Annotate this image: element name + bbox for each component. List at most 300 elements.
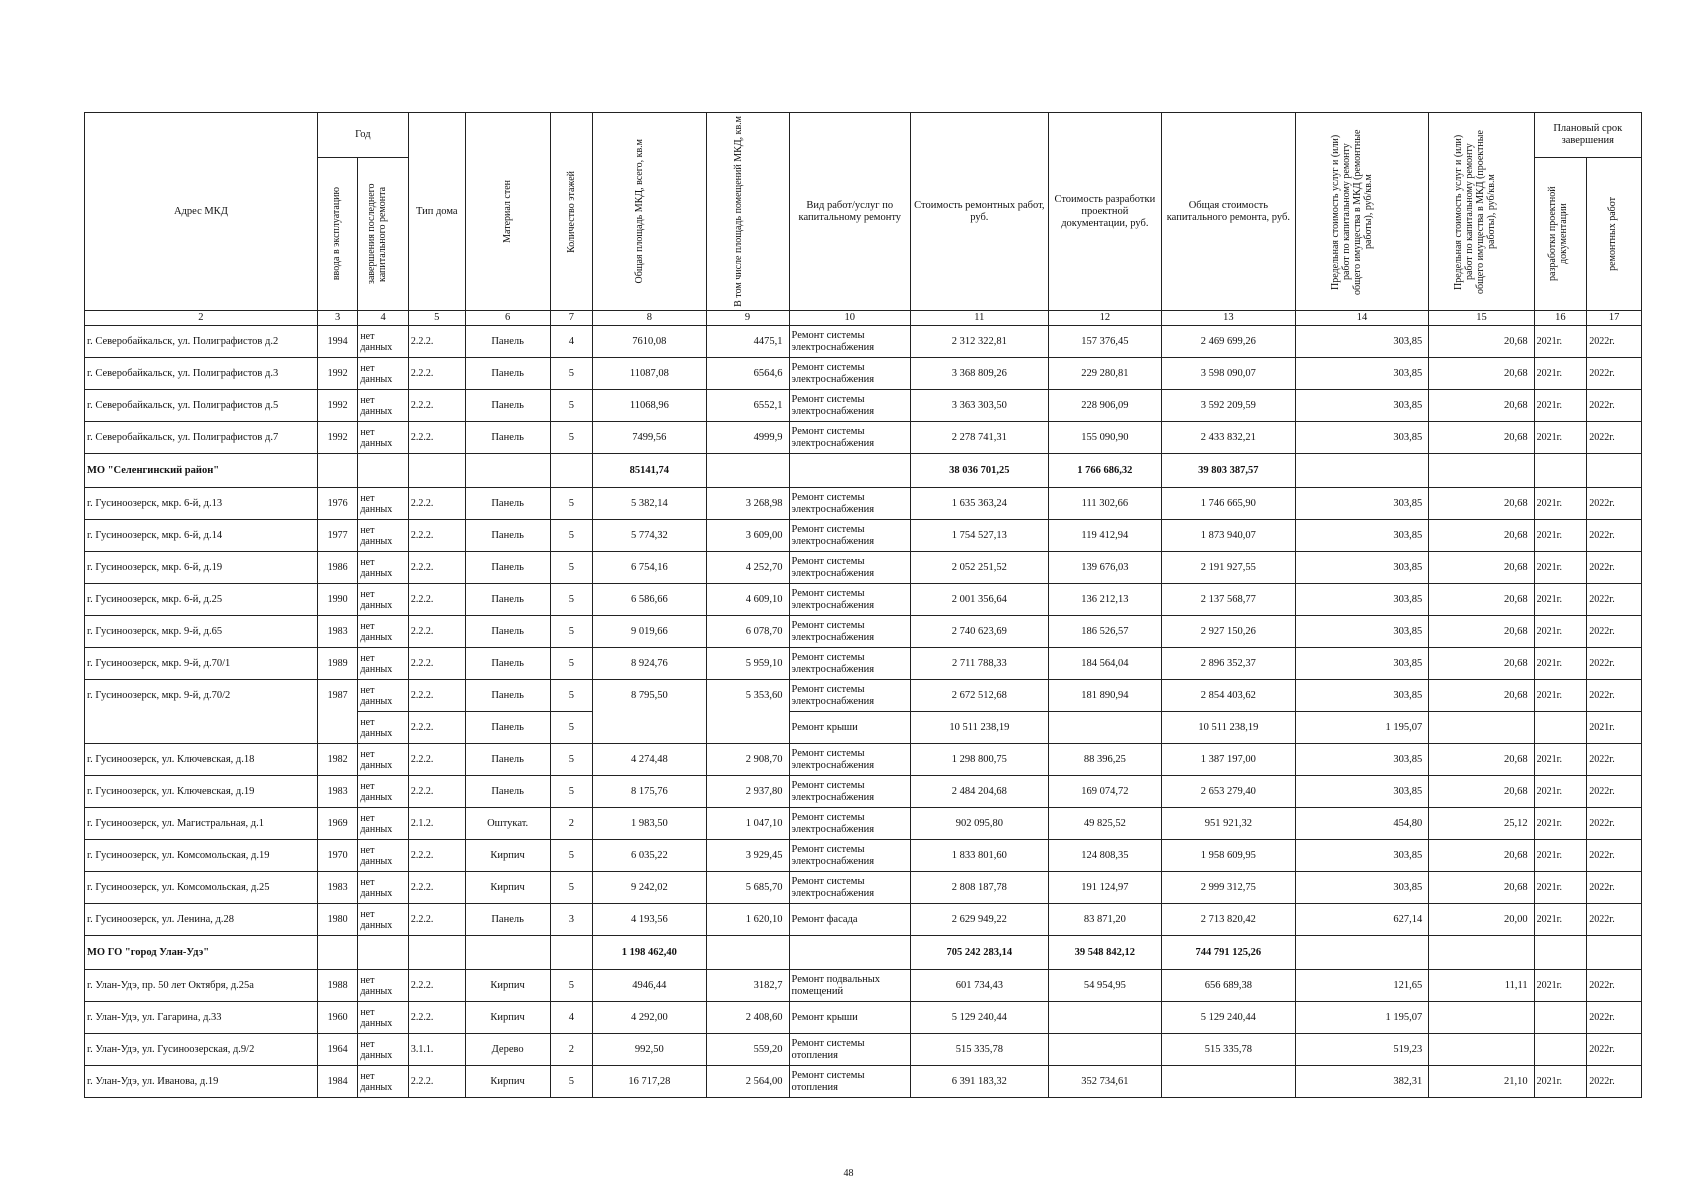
floors-cell: 5	[550, 520, 593, 552]
deadline-repair-cell: 2022г.	[1587, 422, 1642, 454]
work-type-cell: Ремонт системы электроснабжения	[789, 358, 910, 390]
total-area-cell: 6 586,66	[593, 584, 706, 616]
column-number: 4	[358, 311, 409, 326]
house-type-cell: 2.2.2.	[408, 904, 465, 936]
repair-cost-cell: 2 001 356,64	[911, 584, 1049, 616]
empty-cell	[465, 936, 550, 970]
year-last-repair-cell: нет данных	[358, 648, 409, 680]
limit-cost-repair-cell: 303,85	[1295, 680, 1429, 712]
deadline-design-cell: 2021г.	[1534, 776, 1587, 808]
limit-cost-repair-cell: 303,85	[1295, 552, 1429, 584]
wall-material-cell: Панель	[465, 584, 550, 616]
address-cell	[85, 712, 318, 744]
design-cost-cell: 139 676,03	[1048, 552, 1161, 584]
limit-cost-repair-cell: 303,85	[1295, 776, 1429, 808]
floors-cell: 5	[550, 584, 593, 616]
table-row	[85, 872, 1642, 904]
repair-cost-cell: 2 672 512,68	[911, 680, 1049, 712]
wall-material-cell: Кирпич	[465, 840, 550, 872]
wall-material-cell: Панель	[465, 680, 550, 712]
premises-area-cell: 5 959,10	[706, 648, 789, 680]
wall-material-cell: Панель	[465, 390, 550, 422]
repair-cost-cell: 2 278 741,31	[911, 422, 1049, 454]
table-row	[85, 1034, 1642, 1066]
deadline-design-cell: 2021г.	[1534, 680, 1587, 712]
limit-cost-design-cell: 20,68	[1429, 584, 1534, 616]
design-cost-cell: 157 376,45	[1048, 326, 1161, 358]
column-number: 14	[1295, 311, 1429, 326]
deadline-design-cell: 2021г.	[1534, 744, 1587, 776]
house-type-cell: 2.2.2.	[408, 552, 465, 584]
address-cell: г. Гусиноозерск, мкр. 6-й, д.14	[85, 520, 318, 552]
total-area-cell: 5 774,32	[593, 520, 706, 552]
table-row	[85, 680, 1642, 712]
repair-cost-cell: 2 808 187,78	[911, 872, 1049, 904]
year-commission-cell: 1976	[317, 488, 357, 520]
address-cell: г. Улан-Удэ, ул. Иванова, д.19	[85, 1066, 318, 1098]
limit-cost-design-cell: 20,68	[1429, 648, 1534, 680]
empty-cell	[706, 936, 789, 970]
deadline-repair-cell: 2022г.	[1587, 776, 1642, 808]
design-cost-cell: 155 090,90	[1048, 422, 1161, 454]
house-type-cell: 2.2.2.	[408, 358, 465, 390]
year-last-repair-cell: нет данных	[358, 1066, 409, 1098]
premises-area-cell: 1 620,10	[706, 904, 789, 936]
premises-area-cell: 4999,9	[706, 422, 789, 454]
premises-area-cell: 5 353,60	[706, 680, 789, 712]
total-area-cell: 8 795,50	[593, 680, 706, 712]
house-type-cell: 2.2.2.	[408, 584, 465, 616]
deadline-design-cell: 2021г.	[1534, 488, 1587, 520]
year-last-repair-cell: нет данных	[358, 584, 409, 616]
design-cost-cell: 229 280,81	[1048, 358, 1161, 390]
house-type-cell: 2.2.2.	[408, 1066, 465, 1098]
limit-cost-repair-cell: 303,85	[1295, 358, 1429, 390]
total-area-cell: 7499,56	[593, 422, 706, 454]
table-row	[85, 776, 1642, 808]
year-commission-cell: 1992	[317, 422, 357, 454]
column-number: 11	[911, 311, 1049, 326]
design-cost-cell	[1048, 712, 1161, 744]
empty-cell	[1429, 454, 1534, 488]
header-limit-cost-design: Предельная стоимость услуг и (или) работ по капитальному ремонту общего имущества в МКД (проектные работы), руб/кв.м	[1429, 113, 1534, 311]
column-number: 6	[465, 311, 550, 326]
floors-cell: 5	[550, 744, 593, 776]
limit-cost-design-cell: 20,68	[1429, 390, 1534, 422]
design-cost-cell	[1048, 1034, 1161, 1066]
house-type-cell: 2.2.2.	[408, 648, 465, 680]
limit-cost-design-cell: 25,12	[1429, 808, 1534, 840]
limit-cost-repair-cell: 382,31	[1295, 1066, 1429, 1098]
table-row	[85, 744, 1642, 776]
limit-cost-design-cell: 11,11	[1429, 970, 1534, 1002]
limit-cost-design-cell: 20,68	[1429, 422, 1534, 454]
deadline-design-cell: 2021г.	[1534, 422, 1587, 454]
total-cost-cell: 951 921,32	[1162, 808, 1296, 840]
address-cell: г. Гусиноозерск, ул. Ленина, д.28	[85, 904, 318, 936]
floors-cell: 5	[550, 872, 593, 904]
total-cost-cell: 1 387 197,00	[1162, 744, 1296, 776]
column-number: 13	[1162, 311, 1296, 326]
premises-area-cell: 3 929,45	[706, 840, 789, 872]
year-commission-cell: 1970	[317, 840, 357, 872]
wall-material-cell: Панель	[465, 776, 550, 808]
total-area-cell	[593, 712, 706, 744]
year-last-repair-cell: нет данных	[358, 680, 409, 712]
work-type-cell: Ремонт крыши	[789, 1002, 910, 1034]
column-number: 17	[1587, 311, 1642, 326]
deadline-repair-cell: 2022г.	[1587, 552, 1642, 584]
floors-cell: 5	[550, 358, 593, 390]
column-number: 8	[593, 311, 706, 326]
limit-cost-repair-cell: 121,65	[1295, 970, 1429, 1002]
year-commission-cell: 1994	[317, 326, 357, 358]
repair-cost-cell: 2 740 623,69	[911, 616, 1049, 648]
deadline-repair-cell: 2022г.	[1587, 970, 1642, 1002]
floors-cell: 5	[550, 390, 593, 422]
address-cell: г. Гусиноозерск, мкр. 6-й, д.19	[85, 552, 318, 584]
limit-cost-repair-cell: 303,85	[1295, 840, 1429, 872]
limit-cost-repair-cell: 303,85	[1295, 584, 1429, 616]
empty-cell	[1587, 936, 1642, 970]
header-total-cost: Общая стоимость капитального ремонта, руб.	[1162, 113, 1296, 311]
limit-cost-repair-cell: 303,85	[1295, 744, 1429, 776]
premises-area-cell: 4475,1	[706, 326, 789, 358]
table-row	[85, 1002, 1642, 1034]
design-cost-cell: 186 526,57	[1048, 616, 1161, 648]
total-area-cell: 7610,08	[593, 326, 706, 358]
design-cost-cell: 184 564,04	[1048, 648, 1161, 680]
work-type-cell: Ремонт системы электроснабжения	[789, 584, 910, 616]
table-row	[85, 422, 1642, 454]
deadline-repair-cell: 2022г.	[1587, 808, 1642, 840]
work-type-cell: Ремонт системы электроснабжения	[789, 744, 910, 776]
year-last-repair-cell: нет данных	[358, 422, 409, 454]
table-row	[85, 358, 1642, 390]
deadline-design-cell: 2021г.	[1534, 552, 1587, 584]
empty-cell	[550, 936, 593, 970]
wall-material-cell: Панель	[465, 552, 550, 584]
deadline-repair-cell: 2022г.	[1587, 1066, 1642, 1098]
year-commission-cell: 1986	[317, 552, 357, 584]
group-name: МО "Селенгинский район"	[85, 454, 318, 488]
premises-area-cell: 2 564,00	[706, 1066, 789, 1098]
repair-cost-cell: 1 635 363,24	[911, 488, 1049, 520]
premises-area-cell: 6 078,70	[706, 616, 789, 648]
year-commission-cell: 1992	[317, 390, 357, 422]
total-area-cell: 8 924,76	[593, 648, 706, 680]
design-cost-cell: 54 954,95	[1048, 970, 1161, 1002]
table-row	[85, 390, 1642, 422]
header-total-area: Общая площадь МКД, всего, кв.м	[593, 113, 706, 311]
design-cost-cell	[1048, 1002, 1161, 1034]
year-last-repair-cell: нет данных	[358, 520, 409, 552]
deadline-design-cell: 2021г.	[1534, 1066, 1587, 1098]
capital-repair-table	[84, 112, 1642, 1098]
house-type-cell: 2.2.2.	[408, 744, 465, 776]
design-cost-cell: 49 825,52	[1048, 808, 1161, 840]
column-number: 10	[789, 311, 910, 326]
year-commission-cell: 1988	[317, 970, 357, 1002]
column-number: 3	[317, 311, 357, 326]
total-area-cell: 6 035,22	[593, 840, 706, 872]
deadline-design-cell: 2021г.	[1534, 616, 1587, 648]
limit-cost-repair-cell: 519,23	[1295, 1034, 1429, 1066]
address-cell: г. Гусиноозерск, ул. Магистральная, д.1	[85, 808, 318, 840]
house-type-cell: 2.2.2.	[408, 712, 465, 744]
floors-cell: 5	[550, 970, 593, 1002]
house-type-cell: 2.2.2.	[408, 520, 465, 552]
wall-material-cell: Панель	[465, 904, 550, 936]
header-work-type: Вид работ/услуг по капитальному ремонту	[789, 113, 910, 311]
year-commission-cell: 1990	[317, 584, 357, 616]
header-deadline-repair: ремонтных работ	[1587, 158, 1642, 311]
empty-cell	[1429, 936, 1534, 970]
year-last-repair-cell: нет данных	[358, 616, 409, 648]
header-deadline-design: разработки проектной документации	[1534, 158, 1587, 311]
empty-cell	[1295, 454, 1429, 488]
premises-area-cell: 5 685,70	[706, 872, 789, 904]
repair-cost-cell: 1 754 527,13	[911, 520, 1049, 552]
wall-material-cell: Панель	[465, 712, 550, 744]
deadline-design-cell: 2021г.	[1534, 520, 1587, 552]
year-last-repair-cell: нет данных	[358, 808, 409, 840]
group-total-cost: 39 803 387,57	[1162, 454, 1296, 488]
deadline-repair-cell: 2022г.	[1587, 390, 1642, 422]
wall-material-cell: Панель	[465, 520, 550, 552]
limit-cost-design-cell: 20,68	[1429, 680, 1534, 712]
repair-cost-cell: 2 312 322,81	[911, 326, 1049, 358]
column-number: 9	[706, 311, 789, 326]
limit-cost-repair-cell: 303,85	[1295, 326, 1429, 358]
wall-material-cell: Оштукат.	[465, 808, 550, 840]
work-type-cell: Ремонт системы электроснабжения	[789, 326, 910, 358]
house-type-cell: 2.2.2.	[408, 616, 465, 648]
address-cell: г. Улан-Удэ, ул. Гагарина, д.33	[85, 1002, 318, 1034]
year-last-repair-cell: нет данных	[358, 712, 409, 744]
limit-cost-repair-cell: 454,80	[1295, 808, 1429, 840]
empty-cell	[408, 936, 465, 970]
group-repair-cost: 38 036 701,25	[911, 454, 1049, 488]
premises-area-cell: 4 252,70	[706, 552, 789, 584]
repair-cost-cell: 2 711 788,33	[911, 648, 1049, 680]
work-type-cell: Ремонт крыши	[789, 712, 910, 744]
empty-cell	[789, 936, 910, 970]
floors-cell: 3	[550, 904, 593, 936]
limit-cost-design-cell: 20,68	[1429, 616, 1534, 648]
total-cost-cell	[1162, 1066, 1296, 1098]
address-cell: г. Гусиноозерск, мкр. 9-й, д.70/1	[85, 648, 318, 680]
floors-cell: 2	[550, 1034, 593, 1066]
total-area-cell: 4 274,48	[593, 744, 706, 776]
total-cost-cell: 2 713 820,42	[1162, 904, 1296, 936]
address-cell: г. Гусиноозерск, ул. Ключевская, д.18	[85, 744, 318, 776]
table-row	[85, 584, 1642, 616]
premises-area-cell: 559,20	[706, 1034, 789, 1066]
header-house-type: Тип дома	[408, 113, 465, 311]
premises-area-cell: 6564,6	[706, 358, 789, 390]
floors-cell: 5	[550, 422, 593, 454]
group-total-area: 1 198 462,40	[593, 936, 706, 970]
total-cost-cell: 2 469 699,26	[1162, 326, 1296, 358]
repair-cost-cell: 3 363 303,50	[911, 390, 1049, 422]
work-type-cell: Ремонт системы отопления	[789, 1034, 910, 1066]
premises-area-cell: 4 609,10	[706, 584, 789, 616]
address-cell: г. Гусиноозерск, ул. Комсомольская, д.19	[85, 840, 318, 872]
limit-cost-repair-cell: 1 195,07	[1295, 712, 1429, 744]
limit-cost-design-cell: 20,68	[1429, 552, 1534, 584]
house-type-cell: 3.1.1.	[408, 1034, 465, 1066]
address-cell: г. Улан-Удэ, пр. 50 лет Октября, д.25а	[85, 970, 318, 1002]
total-area-cell: 9 019,66	[593, 616, 706, 648]
total-cost-cell: 3 598 090,07	[1162, 358, 1296, 390]
house-type-cell: 2.2.2.	[408, 488, 465, 520]
deadline-design-cell: 2021г.	[1534, 970, 1587, 1002]
design-cost-cell: 124 808,35	[1048, 840, 1161, 872]
floors-cell: 5	[550, 776, 593, 808]
group-design-cost: 39 548 842,12	[1048, 936, 1161, 970]
floors-cell: 5	[550, 648, 593, 680]
house-type-cell: 2.1.2.	[408, 808, 465, 840]
wall-material-cell: Кирпич	[465, 872, 550, 904]
year-last-repair-cell: нет данных	[358, 390, 409, 422]
header-year-group: Год	[317, 113, 408, 158]
deadline-design-cell: 2021г.	[1534, 904, 1587, 936]
table-row	[85, 808, 1642, 840]
limit-cost-repair-cell: 303,85	[1295, 390, 1429, 422]
table-body	[85, 326, 1642, 1098]
design-cost-cell: 83 871,20	[1048, 904, 1161, 936]
address-cell: г. Северобайкальск, ул. Полиграфистов д.2	[85, 326, 318, 358]
house-type-cell: 2.2.2.	[408, 1002, 465, 1034]
deadline-design-cell: 2021г.	[1534, 840, 1587, 872]
repair-cost-cell: 515 335,78	[911, 1034, 1049, 1066]
limit-cost-repair-cell: 303,85	[1295, 616, 1429, 648]
deadline-design-cell: 2021г.	[1534, 648, 1587, 680]
table-row	[85, 326, 1642, 358]
header-limit-cost-repair: Предельная стоимость услуг и (или) работ по капитальному ремонту общего имущества в МКД (ремонтные работы), руб/кв.м	[1295, 113, 1429, 311]
total-area-cell: 9 242,02	[593, 872, 706, 904]
year-commission-cell: 1983	[317, 776, 357, 808]
column-number: 16	[1534, 311, 1587, 326]
year-last-repair-cell: нет данных	[358, 358, 409, 390]
address-cell: г. Гусиноозерск, ул. Ключевская, д.19	[85, 776, 318, 808]
work-type-cell: Ремонт системы электроснабжения	[789, 648, 910, 680]
wall-material-cell: Панель	[465, 488, 550, 520]
year-commission-cell: 1989	[317, 648, 357, 680]
work-type-cell: Ремонт системы электроснабжения	[789, 422, 910, 454]
work-type-cell: Ремонт системы электроснабжения	[789, 390, 910, 422]
work-type-cell: Ремонт системы электроснабжения	[789, 488, 910, 520]
capital-repair-table-sheet	[84, 112, 1642, 1098]
year-commission-cell: 1969	[317, 808, 357, 840]
limit-cost-design-cell	[1429, 1034, 1534, 1066]
premises-area-cell	[706, 712, 789, 744]
design-cost-cell: 191 124,97	[1048, 872, 1161, 904]
empty-cell	[1587, 454, 1642, 488]
floors-cell: 4	[550, 1002, 593, 1034]
work-type-cell: Ремонт системы электроснабжения	[789, 840, 910, 872]
year-commission-cell: 1984	[317, 1066, 357, 1098]
header-wall-material: Материал стен	[465, 113, 550, 311]
total-area-cell: 11087,08	[593, 358, 706, 390]
year-last-repair-cell: нет данных	[358, 970, 409, 1002]
floors-cell: 5	[550, 552, 593, 584]
total-area-cell: 11068,96	[593, 390, 706, 422]
house-type-cell: 2.2.2.	[408, 840, 465, 872]
repair-cost-cell: 2 052 251,52	[911, 552, 1049, 584]
total-area-cell: 8 175,76	[593, 776, 706, 808]
column-number: 7	[550, 311, 593, 326]
column-number: 5	[408, 311, 465, 326]
limit-cost-design-cell: 20,68	[1429, 840, 1534, 872]
work-type-cell: Ремонт системы электроснабжения	[789, 552, 910, 584]
premises-area-cell: 2 408,60	[706, 1002, 789, 1034]
deadline-repair-cell: 2022г.	[1587, 648, 1642, 680]
header-year-commission: ввода в эксплуатацию	[317, 158, 357, 311]
table-row	[85, 648, 1642, 680]
address-cell: г. Северобайкальск, ул. Полиграфистов д.5	[85, 390, 318, 422]
table-row	[85, 970, 1642, 1002]
total-cost-cell: 515 335,78	[1162, 1034, 1296, 1066]
repair-cost-cell: 5 129 240,44	[911, 1002, 1049, 1034]
year-last-repair-cell: нет данных	[358, 776, 409, 808]
year-commission-cell: 1964	[317, 1034, 357, 1066]
premises-area-cell: 3 609,00	[706, 520, 789, 552]
floors-cell: 5	[550, 616, 593, 648]
address-cell: г. Гусиноозерск, мкр. 6-й, д.25	[85, 584, 318, 616]
work-type-cell: Ремонт системы электроснабжения	[789, 808, 910, 840]
deadline-design-cell	[1534, 1034, 1587, 1066]
deadline-repair-cell: 2022г.	[1587, 680, 1642, 712]
deadline-repair-cell: 2022г.	[1587, 1002, 1642, 1034]
deadline-design-cell	[1534, 712, 1587, 744]
design-cost-cell: 352 734,61	[1048, 1066, 1161, 1098]
repair-cost-cell: 10 511 238,19	[911, 712, 1049, 744]
total-area-cell: 16 717,28	[593, 1066, 706, 1098]
house-type-cell: 2.2.2.	[408, 390, 465, 422]
limit-cost-design-cell	[1429, 712, 1534, 744]
empty-cell	[1295, 936, 1429, 970]
premises-area-cell: 6552,1	[706, 390, 789, 422]
year-last-repair-cell: нет данных	[358, 488, 409, 520]
year-commission-cell: 1987	[317, 680, 357, 712]
repair-cost-cell: 1 833 801,60	[911, 840, 1049, 872]
group-row	[85, 454, 1642, 488]
total-cost-cell: 2 653 279,40	[1162, 776, 1296, 808]
repair-cost-cell: 2 484 204,68	[911, 776, 1049, 808]
address-cell: г. Гусиноозерск, мкр. 9-й, д.70/2	[85, 680, 318, 712]
limit-cost-repair-cell: 303,85	[1295, 648, 1429, 680]
total-cost-cell: 1 873 940,07	[1162, 520, 1296, 552]
wall-material-cell: Кирпич	[465, 970, 550, 1002]
table-row	[85, 840, 1642, 872]
total-area-cell: 4946,44	[593, 970, 706, 1002]
house-type-cell: 2.2.2.	[408, 776, 465, 808]
empty-cell	[358, 454, 409, 488]
deadline-repair-cell: 2022г.	[1587, 326, 1642, 358]
header-premises-area: В том числе площадь помещений МКД, кв.м	[706, 113, 789, 311]
header-repair-cost: Стоимость ремонтных работ, руб.	[911, 113, 1049, 311]
design-cost-cell: 88 396,25	[1048, 744, 1161, 776]
group-design-cost: 1 766 686,32	[1048, 454, 1161, 488]
limit-cost-repair-cell: 1 195,07	[1295, 1002, 1429, 1034]
limit-cost-design-cell: 20,68	[1429, 326, 1534, 358]
limit-cost-design-cell	[1429, 1002, 1534, 1034]
address-cell: г. Улан-Удэ, ул. Гусиноозерская, д.9/2	[85, 1034, 318, 1066]
wall-material-cell: Панель	[465, 326, 550, 358]
deadline-repair-cell: 2022г.	[1587, 520, 1642, 552]
